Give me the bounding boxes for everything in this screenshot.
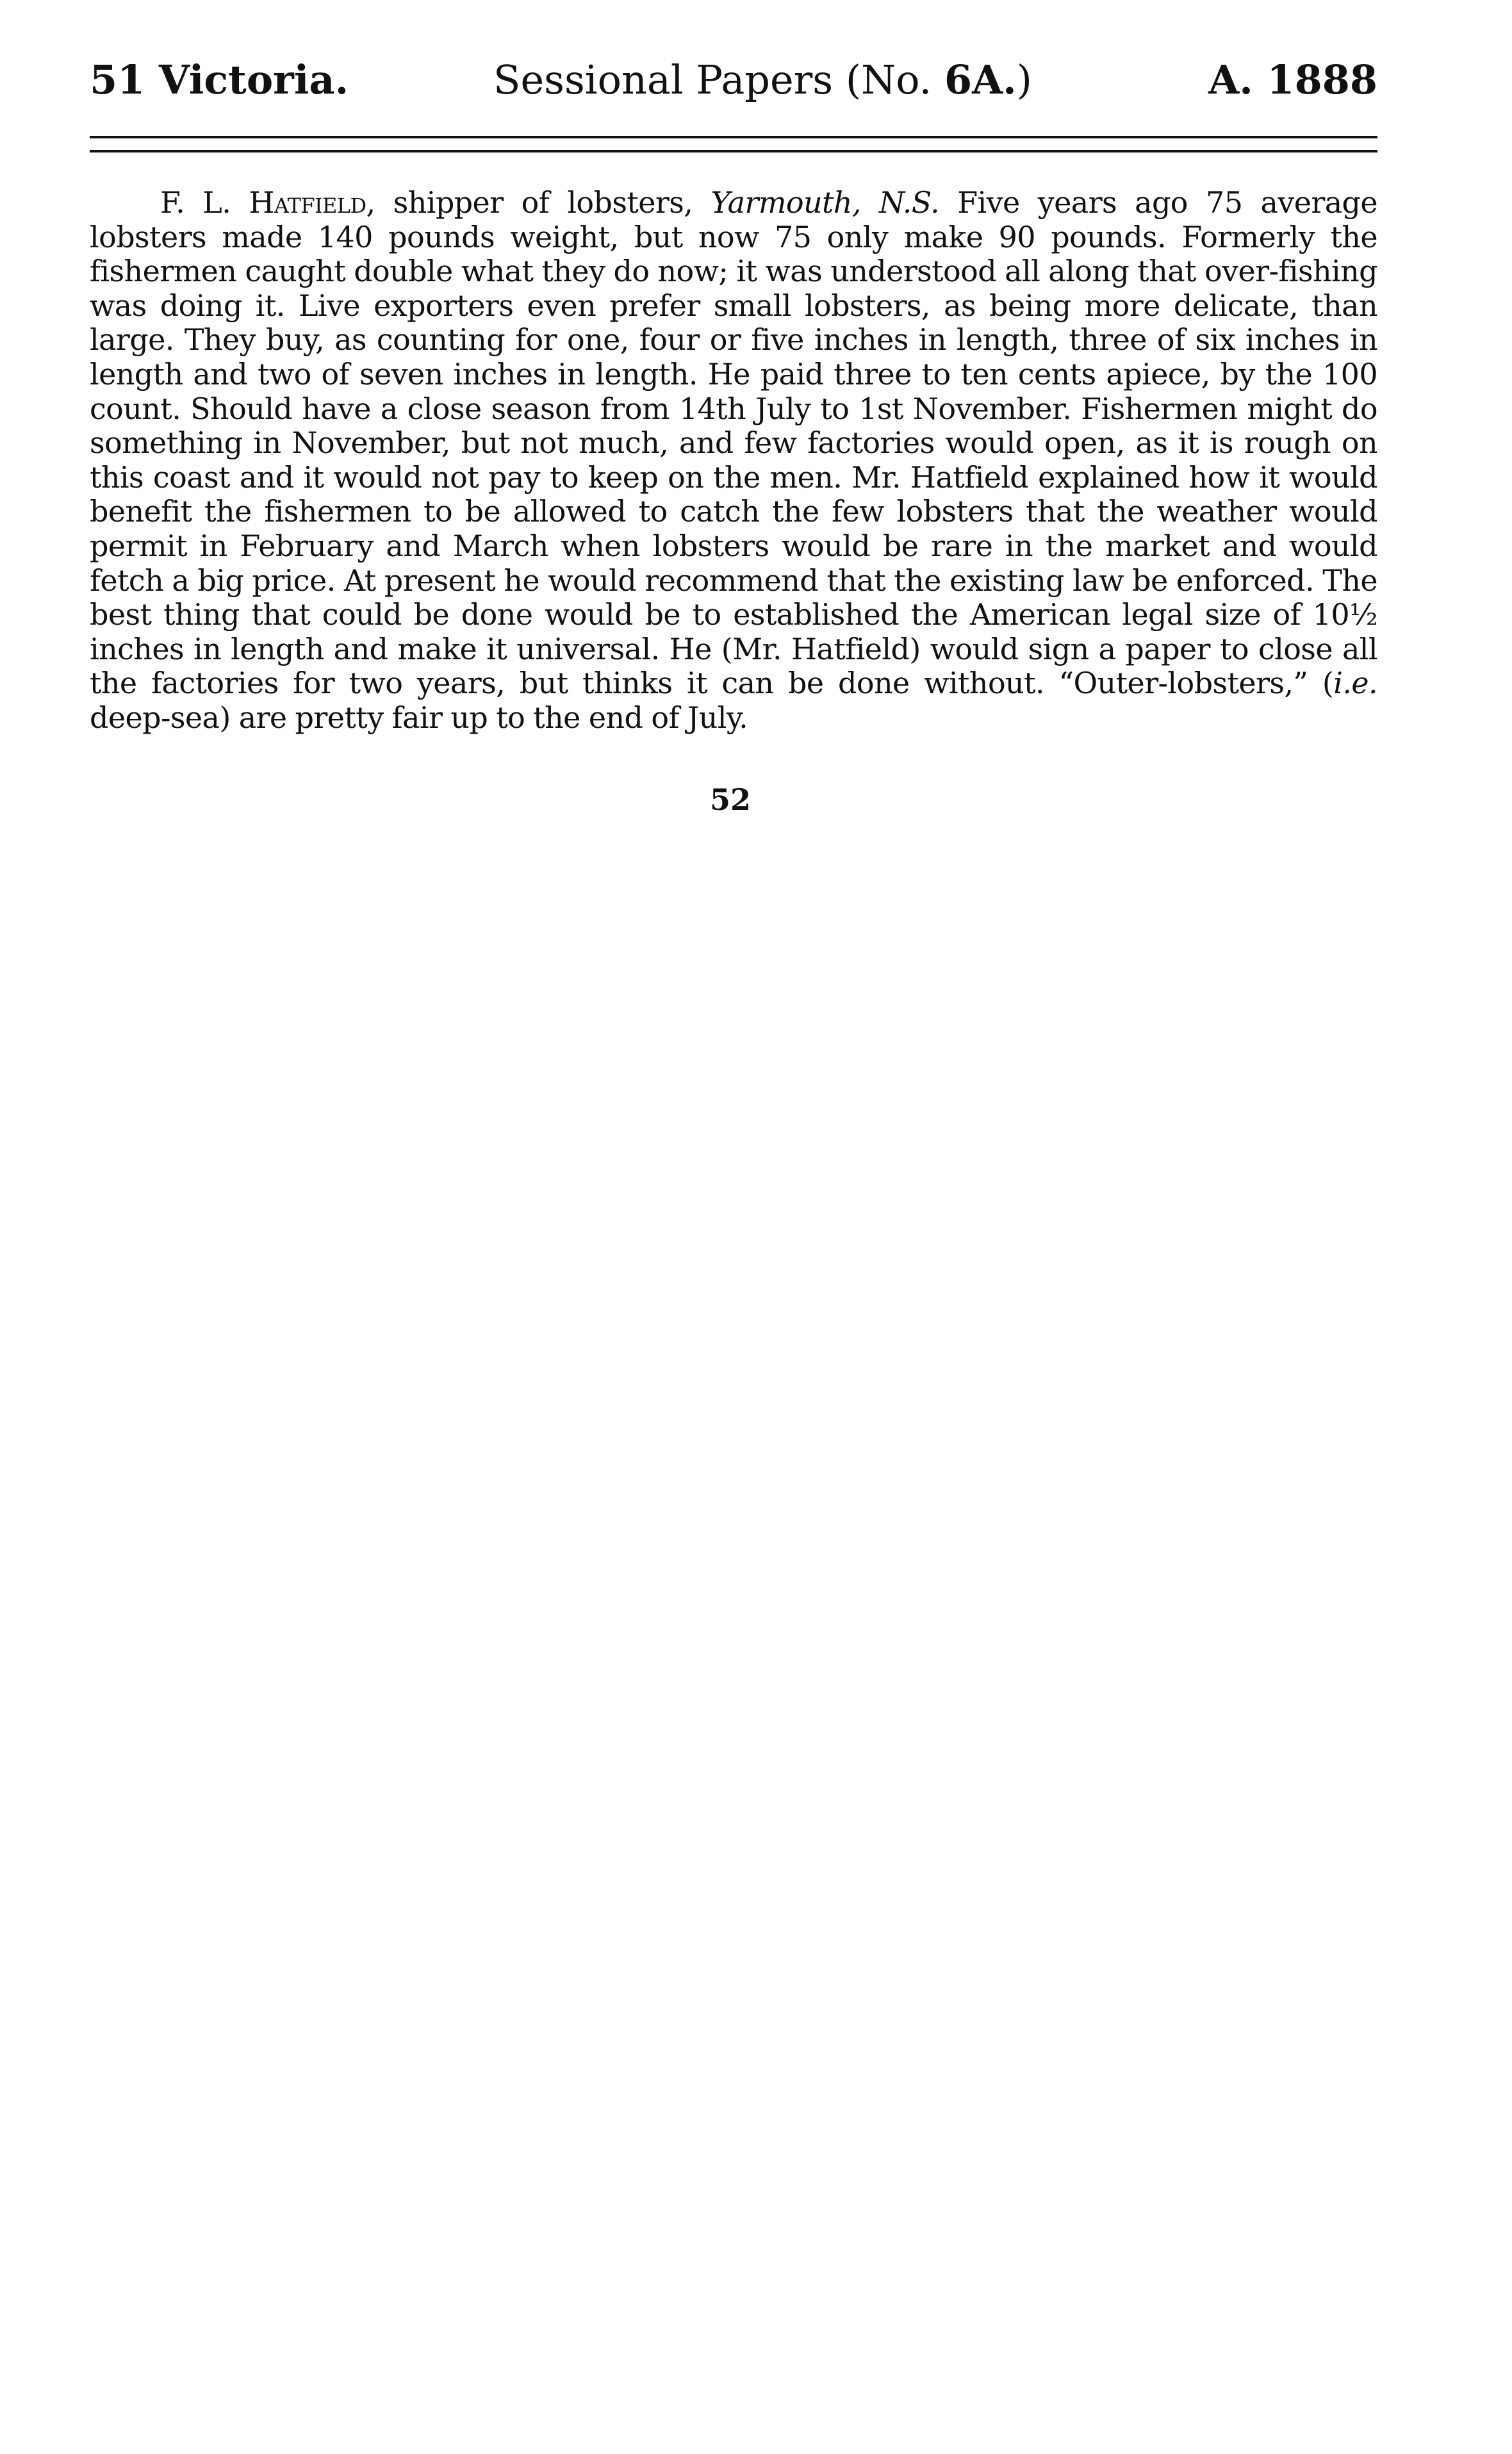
header-paper-number: 6A. [944,56,1017,103]
header-title [493,45,1032,115]
header-year: A. 1888 [1208,56,1377,103]
header-rule-bottom [90,150,1377,152]
header-title-prefix: Sessional Papers (No. [493,56,932,103]
paragraph-text-1: shipper of lobsters, [375,185,711,220]
witness-location: Yarmouth, N.S. [711,185,940,220]
witness-name: F. L. Hatfield, [160,185,375,220]
running-header [90,45,1377,115]
abbreviation-ie: i.e. [1333,666,1377,701]
paragraph-text-2: Five years ago 75 average lobsters made 140 pounds weight, but now 75 only make 90 pounds. Formerly the fishermen caught double what they do now; it was understood all along that over-fishing was doing it. Live exporters even prefer small lobsters, as being more delicate, than large. They buy, as counting for one, four or five inches in length, three of six inches in length and two of seven inches in length. He paid three to ten cents apiece, by the 100 count. Should have a close season from 14th July to 1st November. Fishermen might do something in November, but not much, and few factories would open, as it is rough on this coast and it would not pay to keep on the men. Mr. Hatfield explained how it would benefit the fishermen to be allowed to catch the few lobsters that the weather would permit in February and March when lobsters would be rare in the market and would fetch a big price. At present he would recommend that the existing law be enforced. The best thing that could be done would be to established the American legal size of 10½ inches in length and make it universal. He (Mr. Hatfield) would sign a paper to close all the factories for two years, but thinks it can be done without. “Outer-lobsters,” ( [90,185,1378,701]
testimony-paragraph [90,186,1377,736]
paragraph-text-3: deep-sea) are pretty fair up to the end of July. [90,700,748,735]
page-number: 52 [709,782,751,817]
header-session: 51 Victoria. [90,56,349,103]
header-rule-top [90,136,1377,138]
header-title-suffix: ) [1016,56,1032,103]
